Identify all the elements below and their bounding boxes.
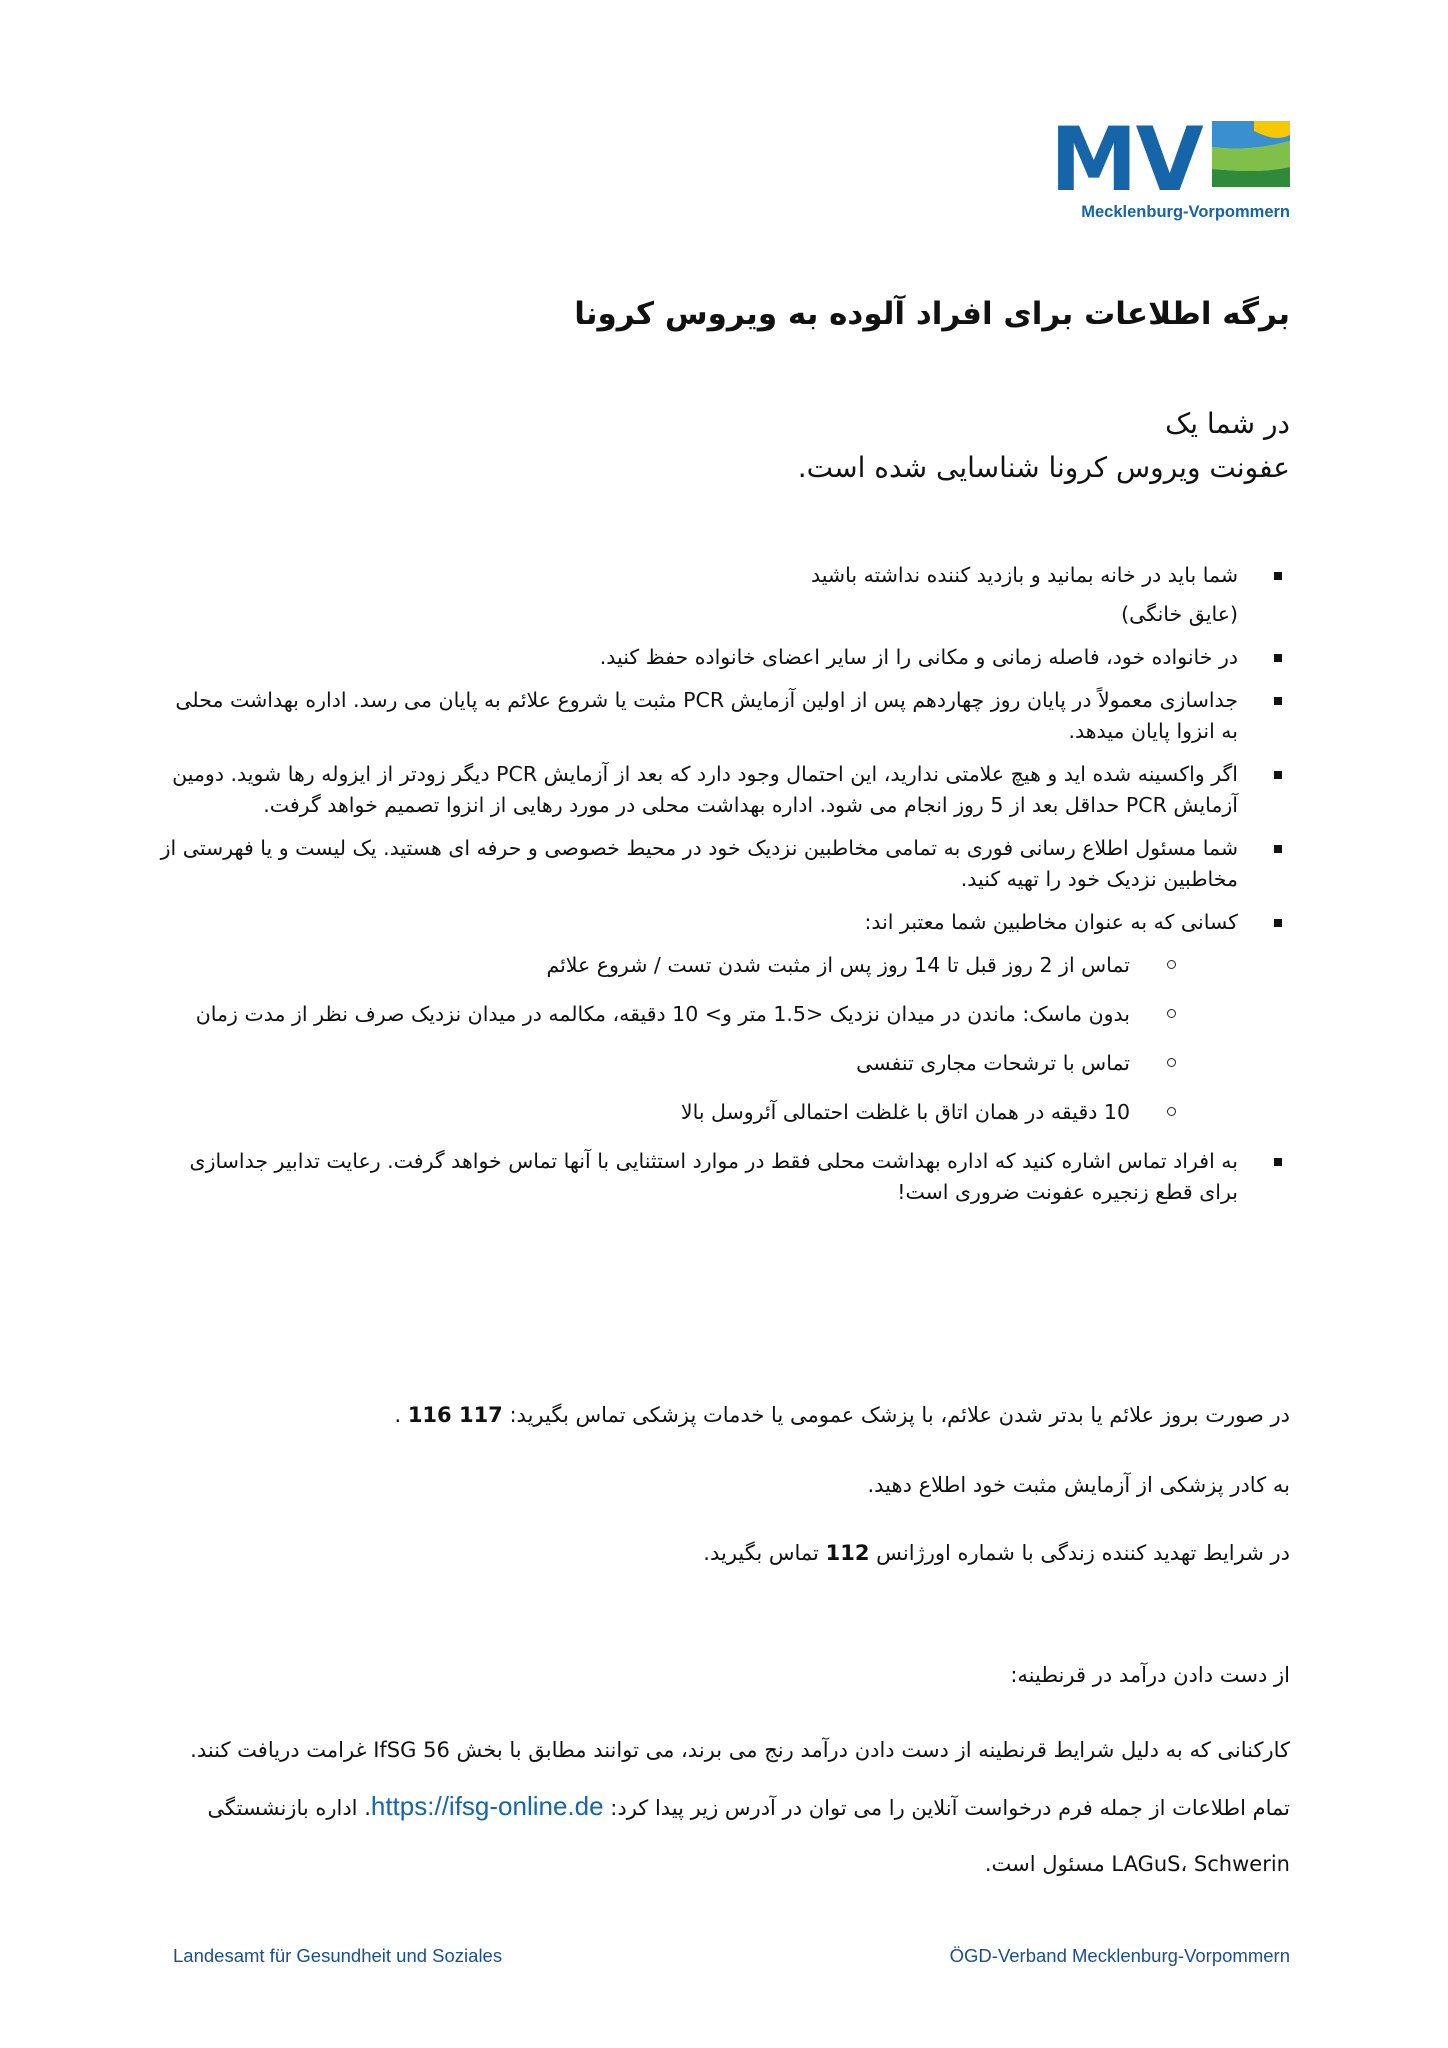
circle-bullet-icon: [1167, 1058, 1176, 1067]
bullet-text: شما باید در خانه بمانید و بازدید کننده نداشته باشید: [810, 563, 1238, 587]
doctor-text-end: .: [394, 1403, 402, 1427]
doctor-phone-number: 116 117: [407, 1403, 503, 1427]
contact-criterion: [160, 1048, 1238, 1079]
footer-right: ÖGD-Verband Mecklenburg-Vorpommern: [949, 1945, 1290, 1966]
doctor-text: در صورت بروز علائم یا بدتر شدن علائم، با پزشک عمومی یا خدمات پزشکی تماس بگیرید:: [509, 1403, 1290, 1427]
circle-bullet-icon: [1167, 1107, 1176, 1116]
house-isolation-note: (عایق خانگی): [1121, 602, 1238, 626]
ifsg-online-link[interactable]: https://ifsg-online.de: [370, 1791, 604, 1821]
list-item: [160, 685, 1290, 747]
list-item: [160, 759, 1290, 821]
contact-criterion-text: 10 دقیقه در همان اتاق با غلظت احتمالی آئروسل بالا: [680, 1100, 1130, 1124]
greeting: [160, 402, 1290, 490]
contact-criterion-text: بدون ماسک: ماندن در میدان نزدیک <1.5 متر و> 10 دقیقه، مکالمه در میدان نزدیک صرف نظر از مدت زمان: [195, 1002, 1130, 1026]
contact-criteria-list: [160, 950, 1238, 1128]
bullet-text: شما مسئول اطلاع رسانی فوری به تمامی مخاطبین نزدیک خود در محیط خصوصی و حرفه ای هستید. یک لیست و یا فهرستی از مخاطبین نزدیک خود را تهیه کنید.: [160, 836, 1238, 891]
list-item: [160, 833, 1290, 895]
emergency-number: 112: [825, 1541, 870, 1565]
circle-bullet-icon: [1167, 1009, 1176, 1018]
footer-left: Landesamt für Gesundheit und Soziales: [173, 1945, 503, 1966]
income-paragraph: [160, 1722, 1290, 1892]
contact-criterion: [160, 950, 1238, 981]
income-text: کارکنانی که به دلیل شرایط قرنطینه از دست دادن درآمد رنج می برند، می توانند مطابق با بخش 56 IfSG غرامت دریافت کنند. تمام اطلاعات از جمله فرم درخواست آنلاین را می توان در آدرس زیر پیدا کرد:: [190, 1738, 1290, 1820]
inform-staff-paragraph: به کادر پزشکی از آزمایش مثبت خود اطلاع دهید.: [867, 1473, 1290, 1497]
square-bullet-icon: [1274, 919, 1282, 927]
list-item-continuation: [160, 599, 1290, 630]
square-bullet-icon: [1274, 654, 1282, 662]
emergency-text-end: تماس بگیرید.: [703, 1541, 819, 1565]
square-bullet-icon: [1274, 1158, 1282, 1166]
square-bullet-icon: [1274, 845, 1282, 853]
circle-bullet-icon: [1167, 960, 1176, 969]
doctor-contact-paragraph: [160, 1400, 1290, 1431]
instruction-list: [160, 560, 1290, 1220]
list-item: [160, 642, 1290, 673]
income-heading: از دست دادن درآمد در قرنطینه:: [1010, 1663, 1290, 1687]
emergency-paragraph: [160, 1538, 1290, 1569]
square-bullet-icon: [1274, 572, 1282, 580]
mv-logo: [1050, 108, 1290, 225]
contact-criterion-text: تماس با ترشحات مجاری تنفسی: [856, 1051, 1130, 1075]
list-item: [160, 1146, 1290, 1208]
contact-criterion: [160, 999, 1238, 1030]
bullet-text: کسانی که به عنوان مخاطبین شما معتبر اند:: [864, 910, 1238, 934]
logo-caption: Mecklenburg-Vorpommern: [1081, 203, 1290, 221]
bullet-text: جداسازی معمولاً در پایان روز چهاردهم پس از اولین آزمایش PCR مثبت یا شروع علائم به پایان می رسد. اداره بهداشت محلی به انزوا پایان میدهد.: [175, 688, 1238, 743]
square-bullet-icon: [1274, 697, 1282, 705]
bullet-text: اگر واکسینه شده اید و هیچ علامتی ندارید، این احتمال وجود دارد که بعد از آزمایش PCR دیگر زودتر از ایزوله رها شوید. دومین آزمایش PCR حداقل بعد از 5 روز انجام می شود. اداره بهداشت محلی در مورد رهایی از انزوا تصمیم خواهد گرفت.: [172, 762, 1238, 817]
mv-flag-icon: [1212, 121, 1290, 187]
emergency-text: در شرایط تهدید کننده زندگی با شماره اورژانس: [876, 1541, 1290, 1565]
list-item: [160, 907, 1290, 1128]
list-item: [160, 560, 1290, 591]
bullet-text: در خانواده خود، فاصله زمانی و مکانی را از سایر اعضای خانواده حفظ کنید.: [599, 645, 1238, 669]
page-title: برگه اطلاعات برای افراد آلوده به ویروس کرونا: [574, 296, 1290, 332]
contact-criterion-text: تماس از 2 روز قبل تا 14 روز پس از مثبت شدن تست / شروع علائم: [546, 953, 1130, 977]
square-bullet-icon: [1274, 771, 1282, 779]
greeting-line-2: عفونت ویروس کرونا شناسایی شده است.: [797, 451, 1290, 484]
logo-letters: MV: [1050, 108, 1202, 211]
greeting-line-1: در شما یک: [1165, 407, 1290, 440]
income-text-end: . اداره بازنشستگی LAGuS، Schwerin مسئول است.: [207, 1796, 1290, 1876]
contact-criterion: [160, 1097, 1238, 1128]
bullet-text: به افراد تماس اشاره کنید که اداره بهداشت محلی فقط در موارد استثنایی با آنها تماس خواهد گرفت. رعایت تدابیر جداسازی برای قطع زنجیره عفونت ضروری است!: [189, 1149, 1238, 1204]
